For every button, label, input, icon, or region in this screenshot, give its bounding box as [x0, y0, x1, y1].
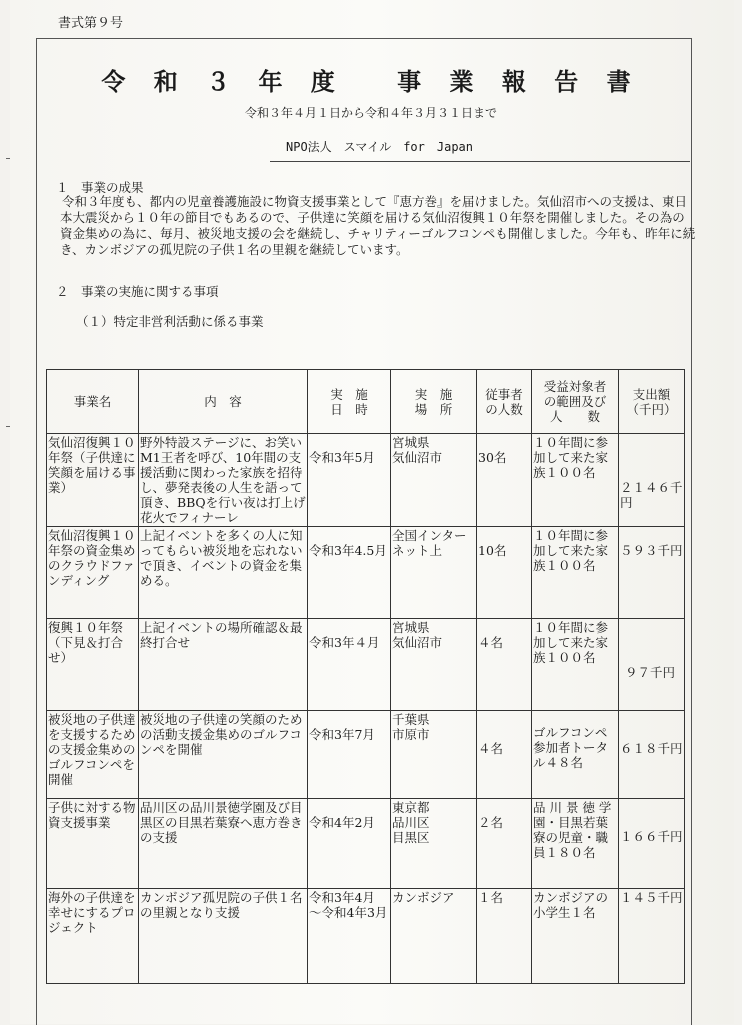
table-row [47, 527, 685, 619]
cell-expense: ９７千円 [619, 619, 685, 711]
table-row [47, 434, 685, 527]
form-number: 書式第９号 [58, 16, 124, 31]
header-staff: 従事者 の人数 [477, 370, 532, 434]
table-row [47, 799, 685, 889]
cell-date: 令和3年4月 ～令和4年3月 [308, 889, 391, 984]
cell-name: 子供に対する物資支援事業 [47, 799, 139, 889]
cell-beneficiary: ゴルフコンペ参加者トータル４８名 [532, 711, 619, 799]
cell-expense: ２１４６千円 [619, 434, 685, 527]
report-period: 令和３年４月１日から令和４年３月３１日まで [244, 106, 497, 120]
cell-date: 令和3年４月 [308, 619, 391, 711]
cell-place: 全国インターネット上 [391, 527, 477, 619]
header-beneficiary: 受益対象者 の範囲及び 人 数 [532, 370, 619, 434]
cell-beneficiary: １０年間に参加して来た家族１００名 [532, 434, 619, 527]
cell-name: 復興１０年祭（下見＆打合せ） [47, 619, 139, 711]
cell-beneficiary: １０年間に参加して来た家族１００名 [532, 527, 619, 619]
cell-expense: ６１８千円 [619, 711, 685, 799]
margin-mark [6, 426, 10, 427]
cell-expense: １４５千円 [619, 889, 685, 984]
cell-beneficiary: カンボジアの小学生１名 [532, 889, 619, 984]
header-place: 実 施 場 所 [391, 370, 477, 434]
header-expense: 支出額 （千円） [619, 370, 685, 434]
cell-staff: １名 [477, 889, 532, 984]
cell-content: 野外特設ステージに、お笑いM1王者を呼び、10年間の支援活動に関わった家族を招待し、夢発表後の人生を語って頂き、BBQを行い夜は打上げ花火でフィナーレ [140, 435, 306, 525]
cell-place: カンボジア [391, 889, 477, 984]
cell-expense: １６６千円 [619, 799, 685, 889]
cell-date: 令和3年5月 [308, 434, 391, 527]
cell-place: 東京都 品川区 目黒区 [391, 799, 477, 889]
cell-content: カンボジア孤児院の子供１名の里親となり支援 [139, 889, 308, 984]
cell-place: 千葉県 市原市 [391, 711, 477, 799]
cell-content: 上記イベントの場所確認＆最終打合せ [139, 619, 308, 711]
cell-place: 宮城県 気仙沼市 [391, 434, 477, 527]
activity-table [46, 369, 685, 984]
section1-heading: １ 事業の成果 [56, 180, 144, 195]
section2-heading: ２ 事業の実施に関する事項 [56, 284, 219, 299]
table-header-row [47, 370, 685, 434]
document-title: 令 和 ３ 年 度 事 業 報 告 書 [101, 67, 641, 96]
cell-content: 被災地の子供達の笑顔のための活動支援金集めのゴルフコンペを開催 [139, 711, 308, 799]
cell-name: 気仙沼復興１０年祭の資金集めのクラウドファンディング [47, 527, 139, 619]
cell-content: 品川区の品川景徳学園及び目黒区の目黒若葉寮へ恵方巻きの支援 [139, 799, 308, 889]
cell-staff: ４名 [477, 619, 532, 711]
cell-date: 令和4年2月 [308, 799, 391, 889]
cell-content: 上記イベントを多くの人に知ってもらい被災地を忘れないで頂き、イベントの資金を集める。 [139, 527, 308, 619]
header-content: 内 容 [139, 370, 308, 434]
table-row [47, 619, 685, 711]
section1-body: 令和３年度も、都内の児童養護施設に物資支援事業として『恵方巻』を届けました。気仙沼市への支援は、東日本大震災から１０年の節目でもあるので、子供達に笑顔を届ける気仙沼復興１０年祭を開催しました。その為の資金集めの為に、毎月、被災地支援の会を継続し、チャリティーゴルフコンペも開催しました。今年も、昨年に続き、カンボジアの孤児院の子供１名の里親を継続しています。 [60, 194, 696, 257]
margin-mark [6, 158, 10, 159]
cell-beneficiary: １０年間に参加して来た家族１００名 [532, 619, 619, 711]
table-row [47, 711, 685, 799]
cell-staff: 30名 [477, 434, 532, 527]
cell-name: 海外の子供達を幸せにするプロジェクト [47, 889, 139, 984]
organization-name: NPO法人 スマイル for Japan [270, 138, 690, 162]
cell-beneficiary: 品 川 景 徳 学園・目黒若葉寮の児童・職員１８０名 [532, 799, 619, 889]
header-name: 事業名 [47, 370, 139, 434]
header-date: 実 施 日 時 [308, 370, 391, 434]
cell-staff: ４名 [477, 711, 532, 799]
section2-subheading: （１）特定非営利活動に係る事業 [76, 314, 264, 329]
cell-date: 令和3年4.5月 [308, 527, 391, 619]
table-row [47, 889, 685, 984]
cell-date: 令和3年7月 [308, 711, 391, 799]
cell-name: 気仙沼復興１０年祭（子供達に笑顔を届ける事業） [47, 434, 139, 527]
cell-place: 宮城県 気仙沼市 [391, 619, 477, 711]
cell-staff: 10名 [477, 527, 532, 619]
cell-expense: ５９３千円 [619, 527, 685, 619]
cell-name: 被災地の子供達を支援するための支援金集めのゴルフコンペを開催 [47, 711, 139, 799]
cell-staff: ２名 [477, 799, 532, 889]
